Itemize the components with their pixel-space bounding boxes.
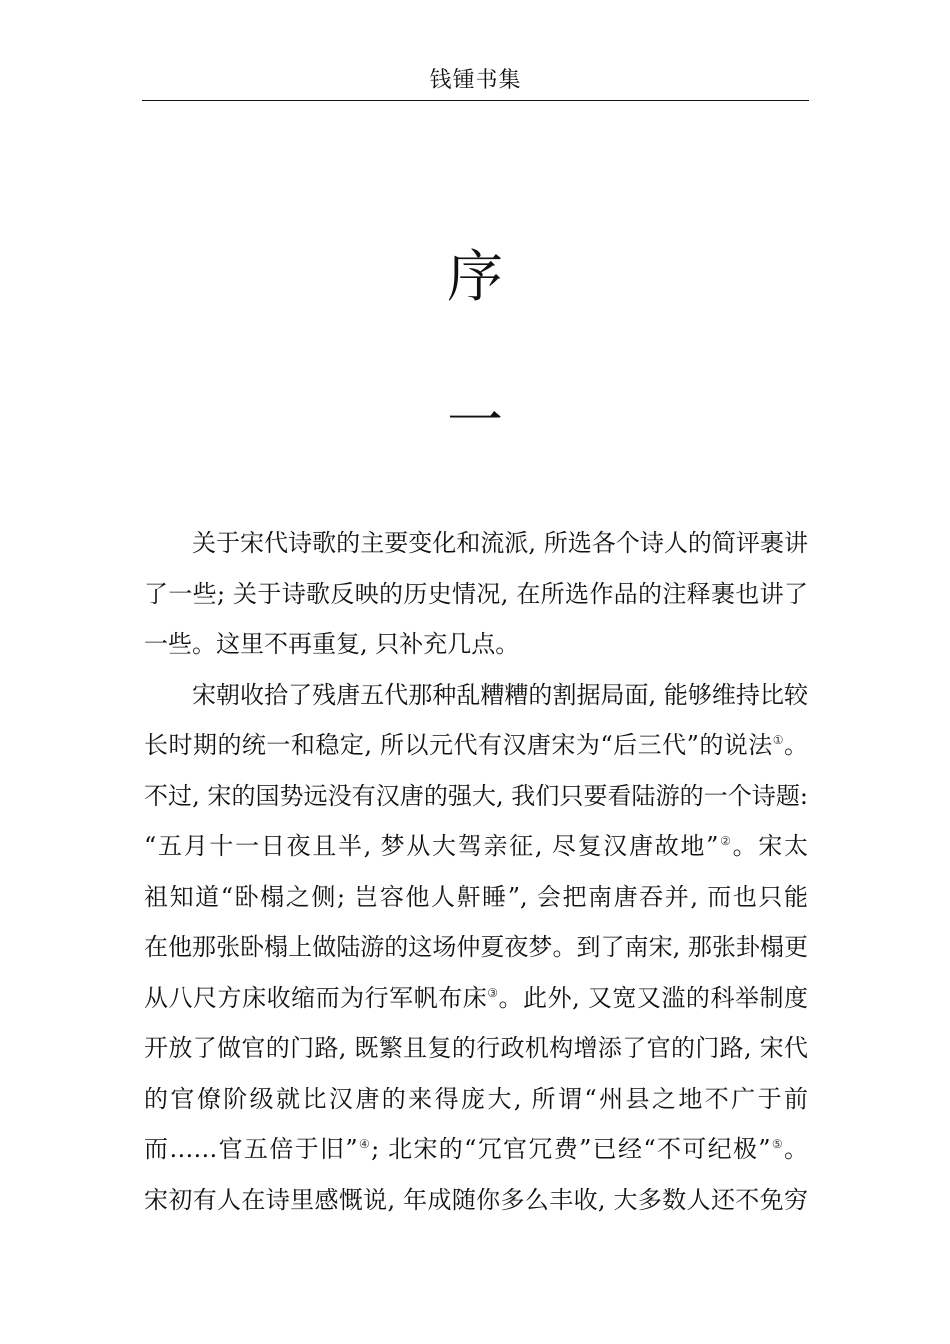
footnote-marker[interactable]: ⑤	[770, 1137, 784, 1151]
footnote-marker[interactable]: ③	[487, 985, 499, 1000]
body-text	[144, 518, 808, 1225]
text-line: 不过, 宋的国势远没有汉唐的强大, 我们只要看陆游的一个诗题:	[144, 781, 808, 810]
footnote-marker[interactable]: ④	[357, 1137, 372, 1151]
text-line: 祖知道“卧榻之侧; 岂容他人鼾睡”, 会把南唐吞并, 而也只能	[144, 882, 808, 911]
text-line: 在他那张卧榻上做陆游的这场仲夏夜梦。到了南宋, 那张卦榻更	[144, 933, 808, 961]
chapter-title: 序	[447, 245, 503, 310]
text-line: 一些。这里不再重复, 只补充几点。	[144, 630, 520, 658]
text-line: “五月十一日夜且半, 梦从大驾亲征, 尽复汉唐故地”②。宋太	[144, 832, 808, 860]
text-line: 长时期的统一和稳定, 所以元代有汉唐宋为“后三代”的说法①。	[144, 731, 809, 759]
footnote-marker[interactable]: ②	[718, 834, 733, 848]
text-line: 而……官五倍于旧”④; 北宋的“冗官冗费”已经“不可纪极”⑤。	[144, 1135, 808, 1163]
running-header: 钱锺书集	[429, 68, 522, 93]
text-line: 开放了做官的门路, 既繁且复的行政机构增添了官的门路, 宋代	[144, 1034, 808, 1062]
text-line: 从八尺方床收缩而为行军帆布床③。此外, 又宽又滥的科举制度	[144, 983, 808, 1012]
text-line: 了一些; 关于诗歌反映的历史情况, 在所选作品的注释裹也讲了	[144, 579, 808, 608]
footnote-marker[interactable]: ①	[772, 733, 785, 747]
text-line: 关于宋代诗歌的主要变化和流派, 所选各个诗人的简评裹讲	[192, 529, 808, 557]
text-line: 的官僚阶级就比汉唐的来得庞大, 所谓“州县之地不广于前	[144, 1084, 808, 1113]
text-line: 宋初有人在诗里感慨说, 年成随你多么丰收, 大多数人还不免穷	[144, 1185, 808, 1214]
text-line: 宋朝收拾了残唐五代那种乱糟糟的割据局面, 能够维持比较	[192, 680, 808, 709]
header-rule	[142, 100, 809, 101]
section-number: 一	[447, 389, 503, 454]
